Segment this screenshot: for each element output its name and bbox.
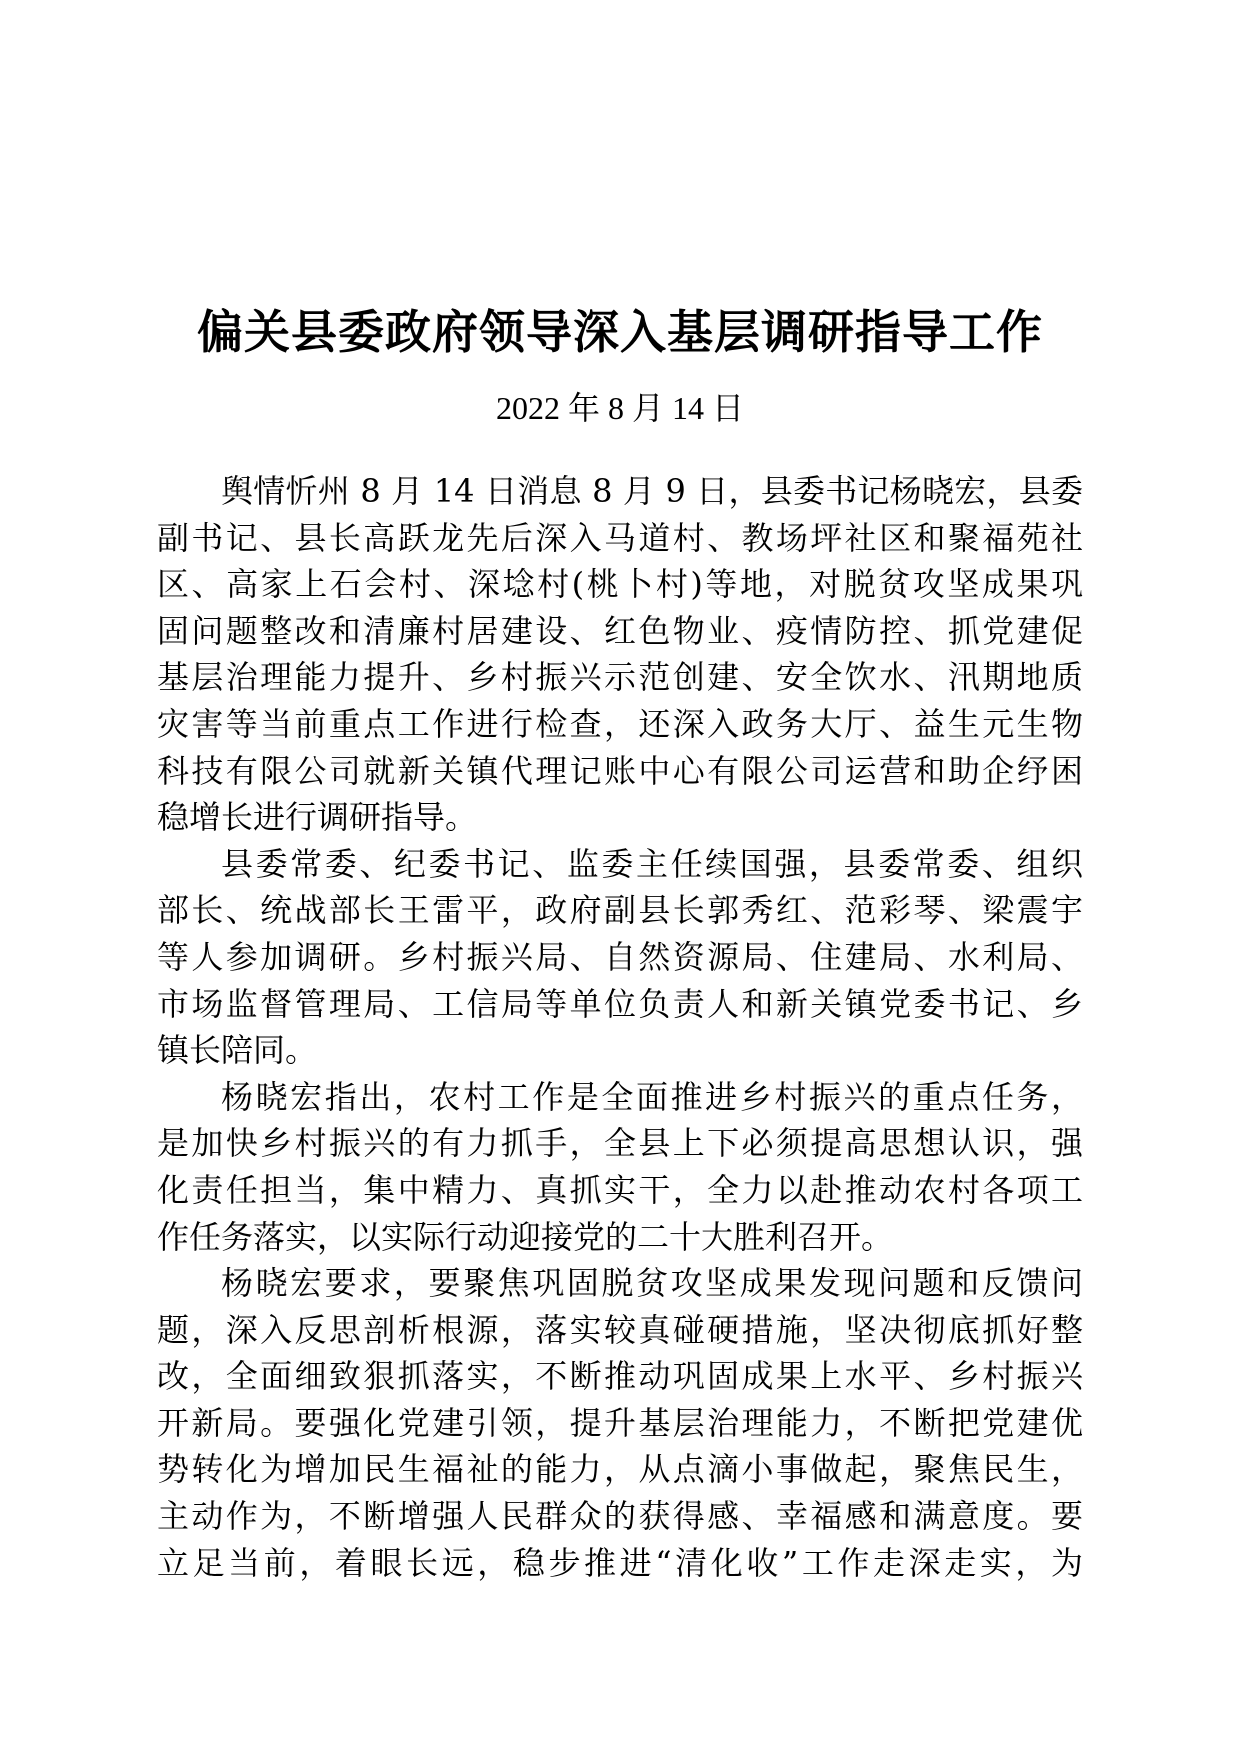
text-line: 题，深入反思剖析根源，落实较真碰硬措施，坚决彻底抓好整	[157, 1310, 1083, 1349]
paragraph-2	[157, 841, 1083, 1074]
text-line: 固问题整改和清廉村居建设、红色物业、疫情防控、抓党建促	[157, 611, 1083, 650]
text-line: 区、高家上石会村、深埝村(桃卜村)等地，对脱贫攻坚成果巩	[157, 565, 1083, 604]
text-line: 科技有限公司就新关镇代理记账中心有限公司运营和助企纾困	[157, 751, 1083, 790]
paragraph-1	[157, 468, 1083, 841]
text-line: 县委常委、纪委书记、监委主任续国强，县委常委、组织	[221, 844, 1083, 883]
text-line: 镇长陪同。	[157, 1031, 318, 1070]
text-line: 化责任担当，集中精力、真抓实干，全力以赴推动农村各项工	[157, 1170, 1083, 1209]
text-line: 部长、统战部长王雷平，政府副县长郭秀红、范彩琴、梁震宇	[157, 891, 1083, 930]
text-line: 副书记、县长高跃龙先后深入马道村、教场坪社区和聚福苑社	[157, 518, 1083, 557]
text-line: 作任务落实，以实际行动迎接党的二十大胜利召开。	[157, 1217, 894, 1256]
text-line: 市场监督管理局、工信局等单位负责人和新关镇党委书记、乡	[157, 984, 1083, 1023]
text-line: 舆情忻州 8 月 14 日消息 8 月 9 日，县委书记杨晓宏，县委	[221, 472, 1083, 510]
text-line: 杨晓宏指出，农村工作是全面推进乡村振兴的重点任务，	[221, 1077, 1083, 1116]
document-date: 2022 年 8 月 14 日	[495, 390, 744, 426]
text-line: 主动作为，不断增强人民群众的获得感、幸福感和满意度。要	[157, 1497, 1083, 1536]
text-line: 立足当前，着眼长远，稳步推进“清化收”工作走深走实，为	[157, 1543, 1083, 1582]
text-line: 是加快乡村振兴的有力抓手，全县上下必须提高思想认识，强	[157, 1124, 1083, 1163]
paragraph-4	[157, 1260, 1083, 1586]
text-line: 势转化为增加民生福祉的能力，从点滴小事做起，聚焦民生，	[157, 1450, 1083, 1489]
text-line: 杨晓宏要求，要聚焦巩固脱贫攻坚成果发现问题和反馈问	[221, 1264, 1083, 1303]
document-title: 偏关县委政府领导深入基层调研指导工作	[197, 305, 1043, 359]
text-line: 灾害等当前重点工作进行检查，还深入政务大厅、益生元生物	[157, 704, 1083, 743]
text-line: 改，全面细致狠抓落实，不断推动巩固成果上水平、乡村振兴	[157, 1357, 1083, 1396]
document-body	[157, 468, 1083, 1586]
text-line: 基层治理能力提升、乡村振兴示范创建、安全饮水、汛期地质	[157, 658, 1083, 697]
paragraph-3	[157, 1074, 1083, 1260]
text-line: 稳增长进行调研指导。	[157, 798, 478, 837]
text-line: 开新局。要强化党建引领，提升基层治理能力，不断把党建优	[157, 1403, 1083, 1442]
text-line: 等人参加调研。乡村振兴局、自然资源局、住建局、水利局、	[157, 937, 1083, 976]
